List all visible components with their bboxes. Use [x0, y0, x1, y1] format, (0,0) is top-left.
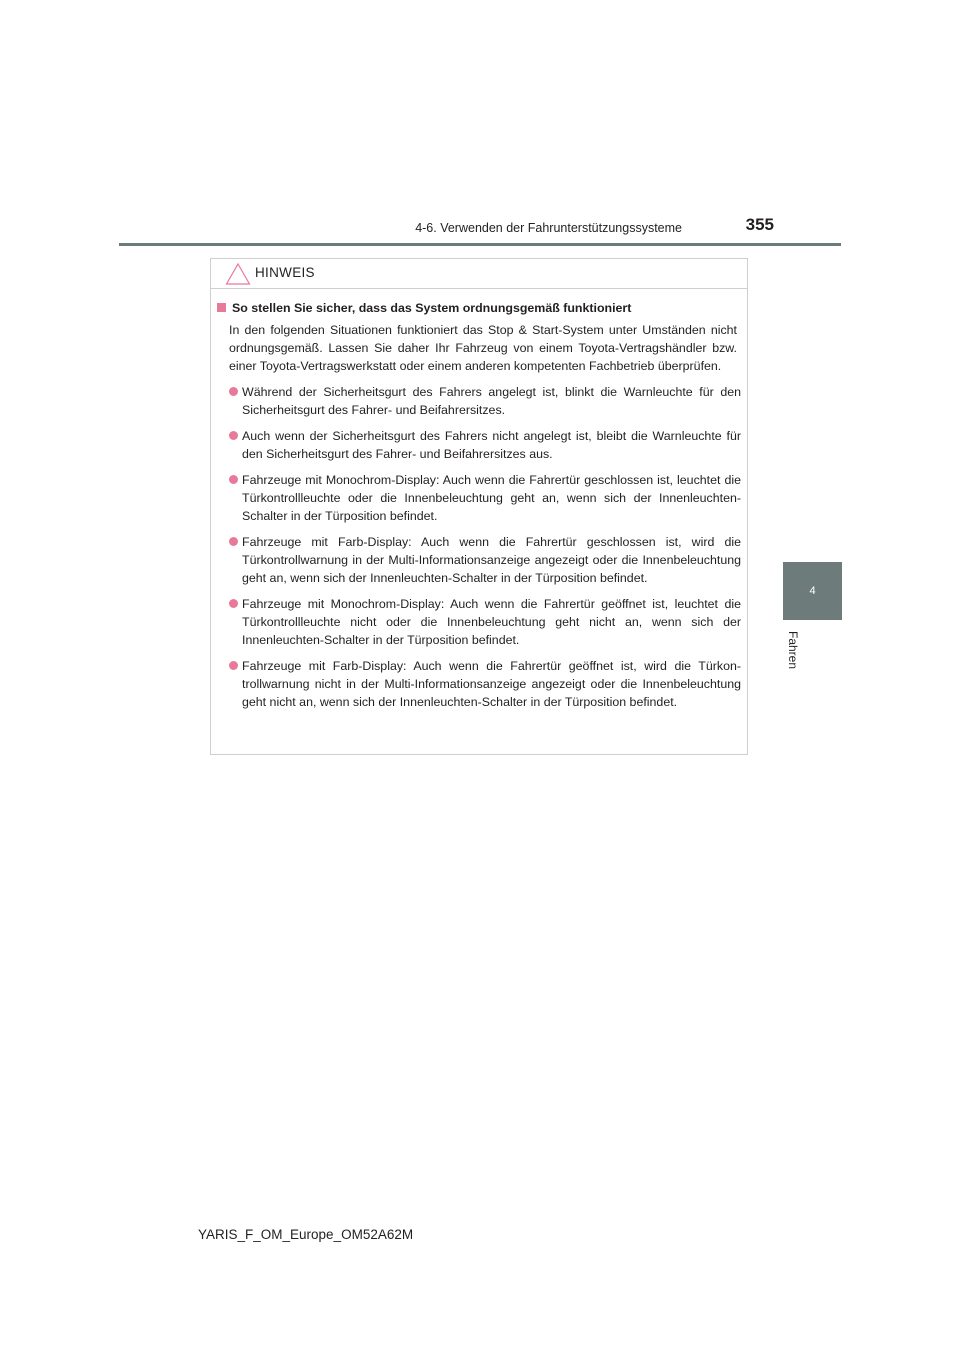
intro-paragraph: In den folgenden Situationen funktioniert das Stop & Start-System unter Umständen nicht ordnungsgemäß. Lassen Sie daher Ihr Fahrzeug von einem Toyota-Vertragshändler bzw. einer Toyota-Vertragswerkstatt oder einem anderen kompetenten Fachbetrieb überprüfen.: [229, 323, 737, 373]
header-rule: [119, 243, 841, 246]
round-bullet-icon: [229, 475, 238, 484]
square-bullet-icon: [217, 303, 226, 312]
section-heading: [217, 299, 741, 317]
chapter-number: 4: [809, 585, 816, 597]
chapter-tab: [783, 562, 842, 620]
notice-body: [211, 289, 747, 711]
list-item: [217, 533, 741, 587]
list-item-text: Auch wenn der Sicherheitsgurt des Fahrers nicht angelegt ist, bleibt die Warnleuchte für den Sicherheitsgurt des Fahrer- und Beifahrersitzes aus.: [242, 429, 741, 461]
list-item: [217, 471, 741, 525]
list-item-text: Fahrzeuge mit Monochrom-Display: Auch wenn die Fahrertür geöffnet ist, leuchtet die Türkontrollleuchte nicht oder die Innenbeleuchtung geht nicht an, wenn sich der Innenleuchten-Schalter in der Türposition befindet.: [242, 597, 741, 647]
notice-box: [210, 258, 748, 755]
round-bullet-icon: [229, 387, 238, 396]
list-item: [217, 383, 741, 419]
list-item-text: Während der Sicherheitsgurt des Fahrers angelegt ist, blinkt die Warnleuchte für den Sicherheitsgurt des Fahrer- und Beifahrersitzes.: [242, 385, 741, 417]
chapter-label: Fahren: [786, 630, 800, 670]
round-bullet-icon: [229, 537, 238, 546]
running-header: 4-6. Verwenden der Fahrunterstützungssysteme: [415, 221, 682, 235]
list-item: [217, 427, 741, 463]
list-item: [217, 657, 741, 711]
round-bullet-icon: [229, 431, 238, 440]
list-item: [217, 595, 741, 649]
list-item-text: Fahrzeuge mit Monochrom-Display: Auch wenn die Fahrertür geschlossen ist, leuchtet die Türkontrollleuchte oder die Innenbeleuchtung geht an, wenn sich der Innenleuchten-Schalter in der Türposition befindet.: [242, 473, 741, 523]
notice-title: HINWEIS: [255, 265, 315, 280]
round-bullet-icon: [229, 661, 238, 670]
list-item-text: Fahrzeuge mit Farb-Display: Auch wenn die Fahrertür geöffnet ist, wird die Türkontrollwarnung nicht in der Multi-Informationsanzeige angezeigt oder die Innenbeleuchtung geht nicht an, wenn sich der Innenleuchten-Schalter in der Türposition befindet.: [242, 659, 741, 709]
document-id: YARIS_F_OM_Europe_OM52A62M: [198, 1227, 414, 1242]
warning-triangle-icon: [225, 262, 251, 286]
list-item-text: Fahrzeuge mit Farb-Display: Auch wenn die Fahrertür geschlossen ist, wird die Türkontrollwarnung in der Multi-Informationsanzeige angezeigt oder die Innenbeleuchtung geht an, wenn sich der Innenleuchten-Schalter in der Türposition befindet.: [242, 535, 741, 585]
section-heading-text: So stellen Sie sicher, dass das System ordnungsgemäß funktioniert: [232, 301, 632, 315]
round-bullet-icon: [229, 599, 238, 608]
page-number: 355: [745, 215, 774, 234]
notice-header: [211, 259, 747, 289]
